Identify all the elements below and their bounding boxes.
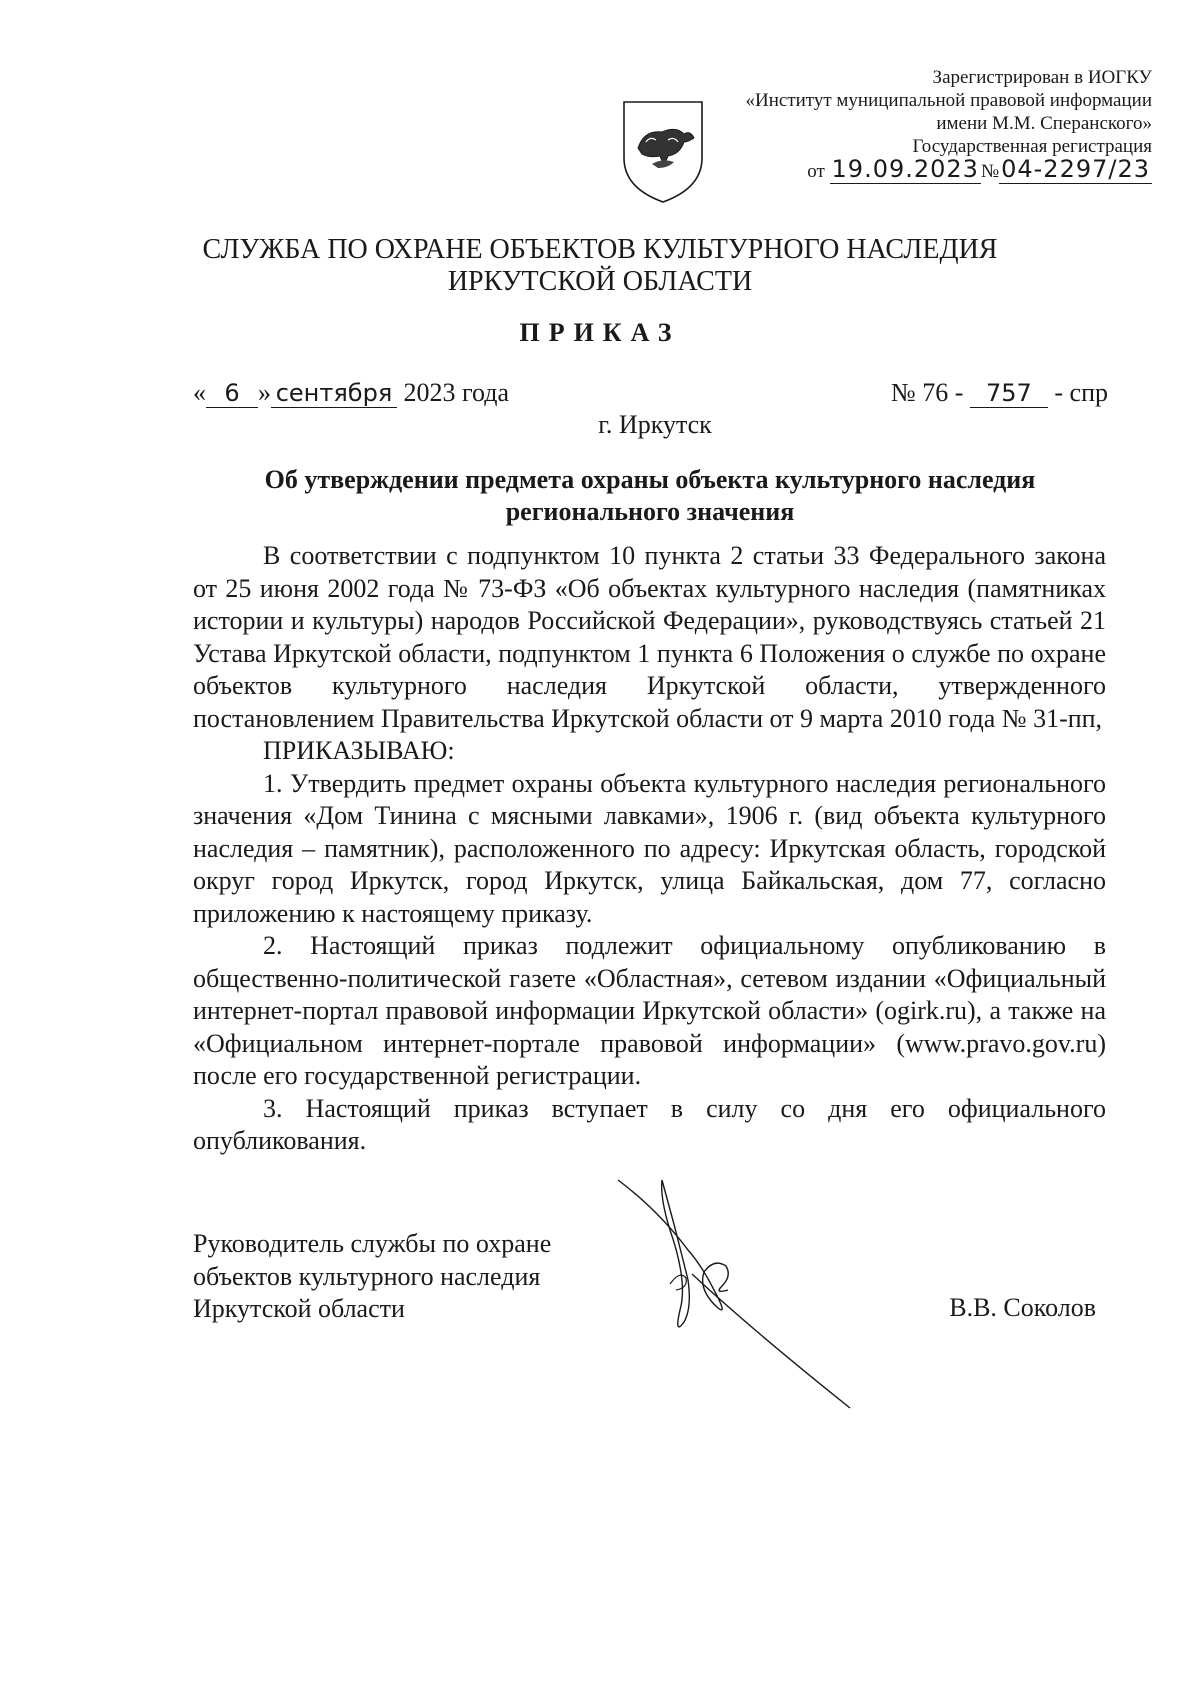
registration-prefix-number: №: [980, 161, 1000, 182]
document-type: ПРИКАЗ: [519, 318, 681, 347]
date-close-quote: »: [258, 378, 271, 407]
order-date: [193, 378, 509, 408]
order-number-suffix: - спр: [1054, 378, 1108, 407]
subject-line-1: Об утверждении предмета охраны объекта культурного наследия: [264, 465, 1036, 494]
registration-line-4: Государственная регистрация: [912, 136, 1152, 157]
registration-line-3: имени М.М. Сперанского»: [936, 113, 1152, 134]
date-open-quote: «: [193, 378, 206, 407]
organization-name: [0, 234, 1200, 298]
paragraph-item-3: 3. Настоящий приказ вступает в силу со дня его официального опубликования.: [193, 1093, 1106, 1155]
order-number-value: 757: [970, 379, 1048, 408]
order-subject: [190, 464, 1110, 528]
paragraph-item-1: 1. Утвердить предмет охраны объекта культурного наследия регионального значения «Дом Тинина с мясными лавками», 1906 г. (вид объекта культурного наследия – памятник), расположенного по адресу: Иркутская область, городской округ город Иркутск, город Иркутск, улица Байкальская, дом 77, согласно приложению к настоящему приказу.: [193, 768, 1106, 928]
registration-date: 19.09.2023: [831, 155, 979, 183]
subject-line-2: регионального значения: [505, 497, 795, 526]
registration-date-number: [692, 155, 1152, 183]
order-body: [193, 540, 1106, 1158]
paragraph-preamble: В соответствии с подпунктом 10 пункта 2 статьи 33 Федерального закона от 25 июня 2002 года № 73-ФЗ «Об объектах культурного наследия (памятниках истории и культуры) народов Российской Федерации», руководствуясь статьей 21 Устава Иркутской области, подпунктом 1 пункта 6 Положения о службе по охране объектов культурного наследия Иркутской области, утвержденного постановлением Правительства Иркутской области от 9 марта 2010 года № 31-пп,: [193, 541, 1106, 733]
organization-line-2: ИРКУТСКОЙ ОБЛАСТИ: [447, 266, 753, 297]
handwritten-signature: [610, 1150, 890, 1420]
paragraph-order-word: ПРИКАЗЫВАЮ:: [263, 736, 455, 765]
registration-number: 04-2297/23: [1001, 155, 1150, 183]
registration-line-1: Зарегистрирован в ИОГКУ: [932, 67, 1152, 88]
signatory-line-3: Иркутской области: [193, 1294, 405, 1323]
signatory-position: [193, 1228, 551, 1326]
date-month: сентября: [271, 379, 397, 408]
order-number-prefix: № 76 -: [890, 378, 964, 407]
registration-prefix-date: от: [807, 161, 825, 182]
date-year: 2023 года: [403, 378, 510, 407]
organization-line-1: СЛУЖБА ПО ОХРАНЕ ОБЪЕКТОВ КУЛЬТУРНОГО НАСЛЕДИЯ: [202, 234, 998, 265]
signatory-line-2: объектов культурного наследия: [193, 1261, 541, 1291]
signer-name: В.В. Соколов: [949, 1293, 1096, 1322]
signatory-line-1: Руководитель службы по охране: [193, 1229, 552, 1258]
irkutsk-coat-of-arms-icon: [618, 96, 708, 206]
order-number: [891, 378, 1108, 408]
paragraph-item-2: 2. Настоящий приказ подлежит официальному опубликованию в общественно-политической газете «Областная», сетевом издании «Официальный интернет-портал правовой информации Иркутской области» (ogirk.ru), а также на «Официальном интернет-портале правовой информации» (www.pravo.gov.ru) после его государственной регистрации.: [193, 931, 1106, 1090]
date-day: 6: [206, 379, 258, 408]
registration-stamp: [692, 66, 1152, 183]
city: г. Иркутск: [598, 410, 712, 439]
registration-line-2: «Институт муниципальной правовой информации: [745, 90, 1152, 111]
